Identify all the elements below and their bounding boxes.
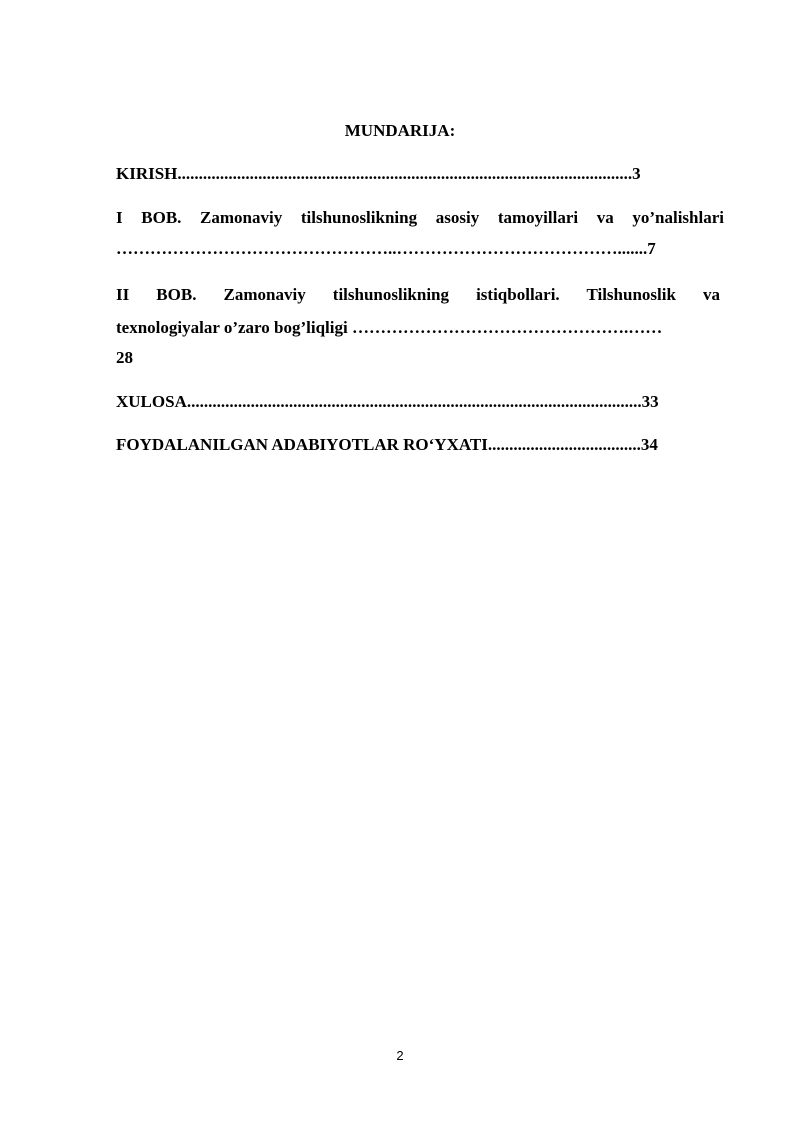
toc-entry-bob2-subtitle: texnologiyalar o’zaro bog’liqligi ………………………………………….…… <box>116 318 663 337</box>
toc-entry-bob1-leader: …………………………………………..………………………………….......7 <box>116 239 656 258</box>
toc-entry-bob2-page: 28 <box>116 348 133 367</box>
toc-entry-xulosa: XULOSA...........................................................................................................33 <box>116 392 659 411</box>
page-number: 2 <box>396 1048 404 1063</box>
toc-entry-bob1-title: I BOB. Zamonaviy tilshunoslikning asosiy tamoyillari va yo’nalishlari <box>116 208 724 227</box>
toc-entry-kirish: KIRISH...........................................................................................................3 <box>116 164 641 183</box>
toc-entry-foydalanilgan-adabiyotlar: FOYDALANILGAN ADABIYOTLAR RO‘YXATI....................................34 <box>116 435 658 454</box>
toc-title: MUNDARIJA: <box>344 121 456 140</box>
toc-entry-bob2-title: II BOB. Zamonaviy tilshunoslikning istiqbollari. Tilshunoslik va <box>116 285 720 304</box>
